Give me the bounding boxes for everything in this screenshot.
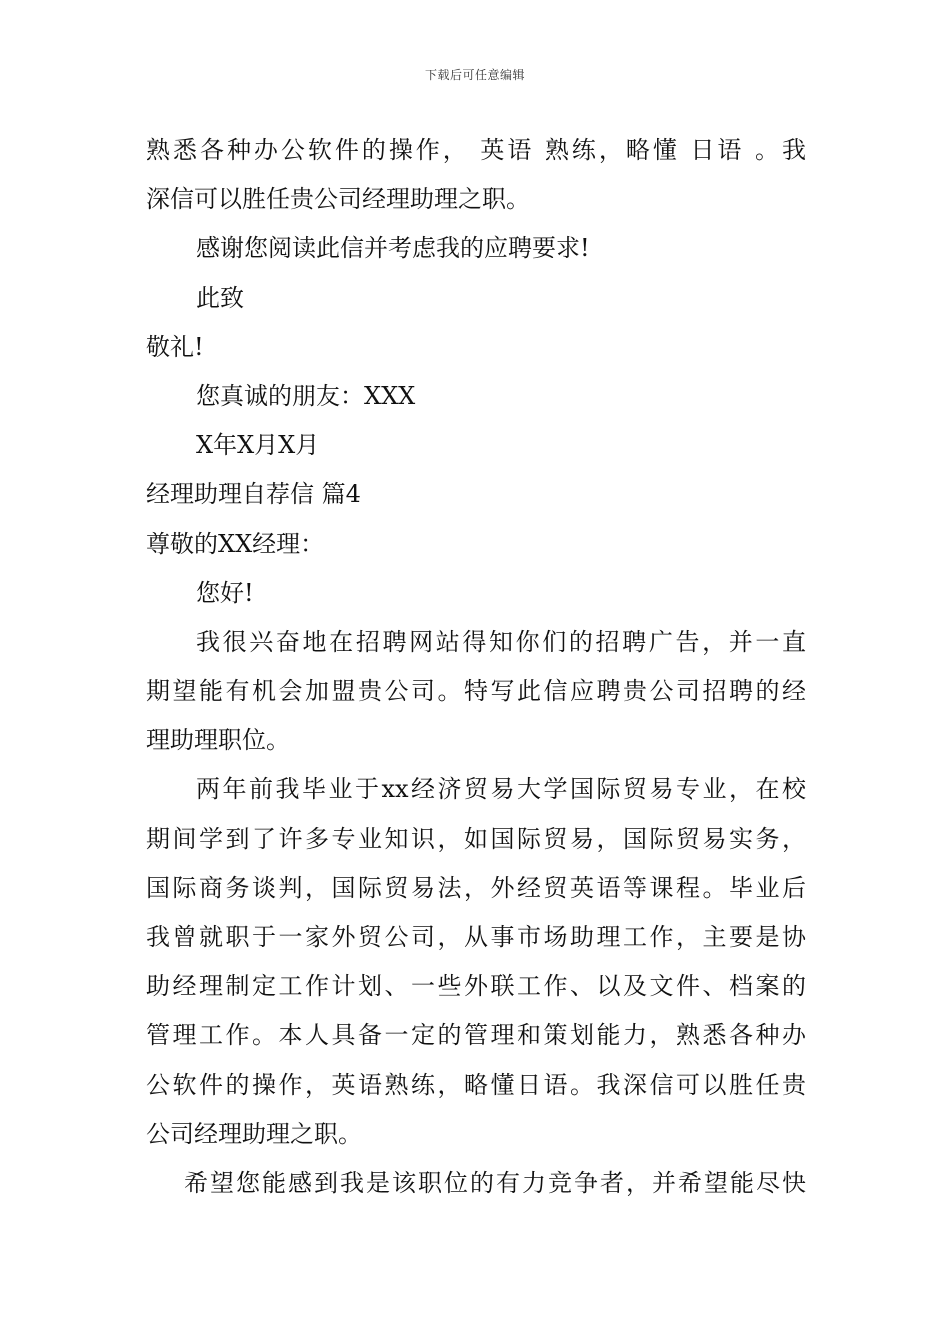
letter-date: X年X月X月 [196,431,320,460]
text-line: 管理工作。本人具备一定的管理和策划能力，熟悉各种办 [146,1021,806,1050]
text-line: 我很兴奋地在招聘网站得知你们的招聘广告，并一直 [196,627,806,656]
section-title: 经理助理自荐信 篇4 [146,480,361,509]
text-line: 感谢您阅读此信并考虑我的应聘要求! [196,234,590,263]
text-line: 两年前我毕业于xx经济贸易大学国际贸易专业，在校 [196,775,806,804]
text-line: 深信可以胜任贵公司经理助理之职。 [146,185,530,214]
text-line: 助经理制定工作计划、一些外联工作、以及文件、档案的 [146,972,806,1001]
text-line: 熟悉各种办公软件的操作， 英语 熟练，略懂 日语 。我 [146,136,806,164]
text-line: 期望能有机会加盟贵公司。特写此信应聘贵公司招聘的经 [146,677,806,706]
text-line: 国际商务谈判，国际贸易法，外经贸英语等课程。毕业后 [146,873,806,902]
greeting: 尊敬的XX经理： [146,529,325,558]
greeting-hello: 您好! [196,578,254,607]
closing-regards: 敬礼! [146,332,204,361]
page-header: 下载后可任意编辑 [424,68,525,82]
closing-salutation: 此致 [196,283,244,312]
text-line: 期间学到了许多专业知识，如国际贸易，国际贸易实务， [146,824,806,853]
text-line: 我曾就职于一家外贸公司，从事市场助理工作，主要是协 [146,923,806,951]
signature: 您真诚的朋友：XXX [196,381,416,410]
text-line: 理助理职位。 [146,726,290,755]
text-line: 公司经理助理之职。 [146,1119,362,1148]
text-line: 希望您能感到我是该职位的有力竞争者，并希望能尽快 [184,1168,806,1197]
text-line: 公软件的操作，英语熟练，略懂日语。我深信可以胜任贵 [146,1070,806,1099]
letter-body [146,126,806,1208]
